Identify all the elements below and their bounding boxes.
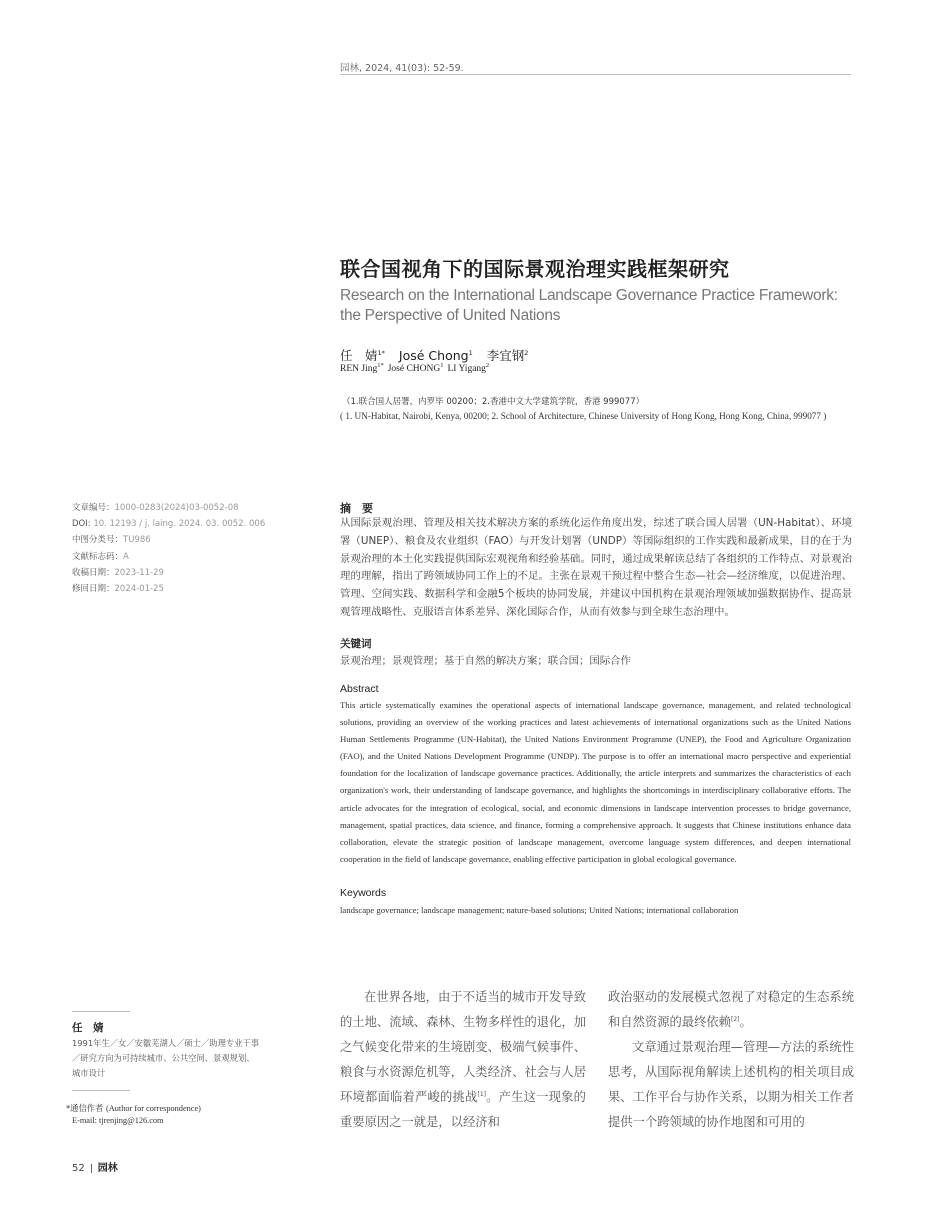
- author-affiliation-mark: 2: [485, 361, 490, 369]
- authors-chinese: [340, 346, 528, 364]
- meta-label: 中图分类号：: [72, 535, 124, 546]
- title-english: Research on the International Landscape Governance Practice Framework: the Perspective of United Nations: [340, 287, 838, 324]
- keywords-en-text: landscape governance; landscape management; nature-based solutions; United Nations; international collaboration: [340, 905, 739, 915]
- author-affiliation-mark: 1: [468, 348, 473, 357]
- correspondence-label-en: (Author for correspondence): [106, 1104, 201, 1113]
- author-bio-name: 任 婧: [72, 1022, 104, 1034]
- correspondence-star: *: [66, 1103, 71, 1113]
- correspondence-email: E-mail: tjrenjing@126.com: [72, 1116, 164, 1125]
- author-name: LI Yigang: [447, 364, 486, 374]
- body-column-1: [340, 985, 586, 1135]
- author-name: José Chong: [398, 348, 469, 363]
- header-rule: [340, 74, 851, 75]
- bio-rule: [72, 1090, 130, 1091]
- meta-label: 收稿日期：: [72, 567, 115, 578]
- author-name: José CHONG: [387, 364, 441, 374]
- author-bio-text: 1991年生／女／安徽芜湖人／硕士／助理专业干事／研究方向为可持续城市、公共空间、景观规划、城市设计: [72, 1038, 260, 1078]
- author-affiliation-mark: 1*: [377, 348, 385, 357]
- footer-separator: [91, 1164, 92, 1173]
- author-name: 任 婧: [340, 348, 378, 363]
- authors-english: [340, 361, 490, 374]
- affiliations-chinese: （1.联合国人居署，内罗毕 00200；2.香港中文大学建筑学院，香港 999077）: [342, 397, 645, 407]
- author-name: REN Jing: [340, 364, 378, 374]
- author-affiliation-mark: 1*: [377, 361, 384, 369]
- affiliations-english: ( 1. UN-Habitat, Nairobi, Kenya, 00200; 2. School of Architecture, Chinese University of Hong Kong, Hong Kong, China, 999077 ): [340, 411, 827, 421]
- body-paragraph: [608, 985, 854, 1035]
- journal-citation: 园林, 2024, 41(03): 52-59.: [340, 63, 464, 74]
- meta-value: 1000-0283(2024)03-0052-08: [114, 503, 239, 513]
- keywords-cn-text: 景观治理；景观管理；基于自然的解决方案；联合国；国际合作: [340, 655, 631, 667]
- author-name: 李宜钢: [486, 348, 525, 363]
- body-text: 。: [739, 1015, 752, 1029]
- meta-value: 10. 12193 / j. laing. 2024. 03. 0052. 006: [93, 519, 266, 530]
- correspondence-label: [66, 1102, 201, 1114]
- meta-row: [72, 581, 312, 597]
- abstract-cn-heading: 摘 要: [340, 502, 373, 515]
- correspondence-label-cn: 通信作者: [70, 1103, 104, 1113]
- journal-logo: 园林: [97, 1163, 118, 1174]
- meta-label: 修回日期：: [72, 584, 115, 595]
- meta-value: 2023-11-29: [114, 567, 164, 578]
- body-text: 。产生这一现象的重要原因之一就是，以经济和: [340, 1090, 586, 1129]
- body-text: 在世界各地，由于不适当的城市开发导致的土地、流域、森林、生物多样性的退化，加之气候变化带来的生境剧变、极端气候事件、粮食与水资源危机等，人类经济、社会与人居环境都面临着严峻的挑战: [340, 990, 586, 1104]
- citation-ref: [2]: [730, 1015, 740, 1023]
- meta-row: [72, 500, 312, 516]
- title-chinese: 联合国视角下的国际景观治理实践框架研究: [340, 257, 730, 281]
- body-paragraph: 文章通过景观治理—管理—方法的系统性思考，从国际视角解读上述机构的相关项目成果、工作平台与协作关系，以期为相关工作者提供一个跨领域的协作地图和可用的: [608, 1040, 854, 1129]
- author-affiliation-mark: 2: [524, 348, 529, 357]
- body-column-2: [608, 985, 854, 1135]
- page-footer: [72, 1159, 118, 1174]
- meta-value: A: [123, 551, 129, 562]
- citation-ref: [1]: [477, 1090, 486, 1098]
- body-text: 政治驱动的发展模式忽视了对稳定的生态系统和自然资源的最终依赖: [608, 990, 854, 1029]
- body-paragraph: [340, 985, 586, 1135]
- keywords-en-heading: Keywords: [340, 887, 387, 899]
- meta-label: 文章编号：: [72, 503, 115, 513]
- keywords-cn-heading: 关键词: [340, 638, 372, 650]
- abstract-en-text: This article systematically examines the operational aspects of international landscape governance, management, and related technological solutions, providing an overview of the working practices and latest achievements of international organizations such as the United Nations Human Settlements Programme (UN-Habitat), the United Nations Environment Programme (UNEP), the Food and Agriculture Organization (FAO), and the United Nations Development Programme (UNDP). The purpose is to offer an international macro perspective and experiential foundation for the localization of landscape governance practices. Additionally, the article interprets and summarizes the characteristics of each organization's work, their understanding of landscape governance, and highlights the shortcomings in interdisciplinary collaborative efforts. The article advocates for the integration of ecological, social, and economic dimensions in landscape intervention processes to bridge governance, management, spatial practices, data science, and finance, forming a comprehensive approach. It suggests that Chinese institutions enhance data collaboration, elevate the strategic position of landscape management, overcome language system differences, and deepen international cooperation in the field of landscape governance, enabling effective participation in global ecological governance.: [340, 700, 851, 864]
- meta-value: 2024-01-25: [114, 584, 164, 595]
- meta-value: TU986: [123, 535, 151, 546]
- article-meta: [72, 500, 312, 597]
- abstract-en-heading: Abstract: [340, 683, 379, 695]
- page-number: 52: [72, 1163, 85, 1174]
- meta-row: [72, 565, 312, 581]
- abstract-cn-text: 从国际景观治理、管理及相关技术解决方案的系统化运作角度出发，综述了联合国人居署（UN-Habitat）、环境署（UNEP）、粮食及农业组织（FAO）与开发计划署（UNDP）等国际组织的工作实践和最新成果，目的在于为景观治理的本土化实践提供国际宏观视角和经验基础。同时，通过成果解读总结了各组织的工作特点、对景观治理的理解，指出了跨领域协同工作上的不足。主张在景观干预过程中整合生态—社会—经济维度，以促进治理、管理、空间实践、数据科学和金融5个板块的协同发展，并建议中国机构在景观治理领域加强数据协作、提高景观管理战略性、克服语言体系差异、深化国际合作，从而有效参与到全球生态治理中。: [340, 517, 852, 618]
- meta-row: [72, 549, 312, 565]
- meta-label: 文献标志码：: [72, 551, 124, 562]
- author-affiliation-mark: 1: [440, 361, 444, 369]
- bio-rule: [72, 1011, 130, 1012]
- meta-label: DOI:: [72, 519, 94, 530]
- meta-row: [72, 516, 312, 532]
- meta-row: [72, 532, 312, 548]
